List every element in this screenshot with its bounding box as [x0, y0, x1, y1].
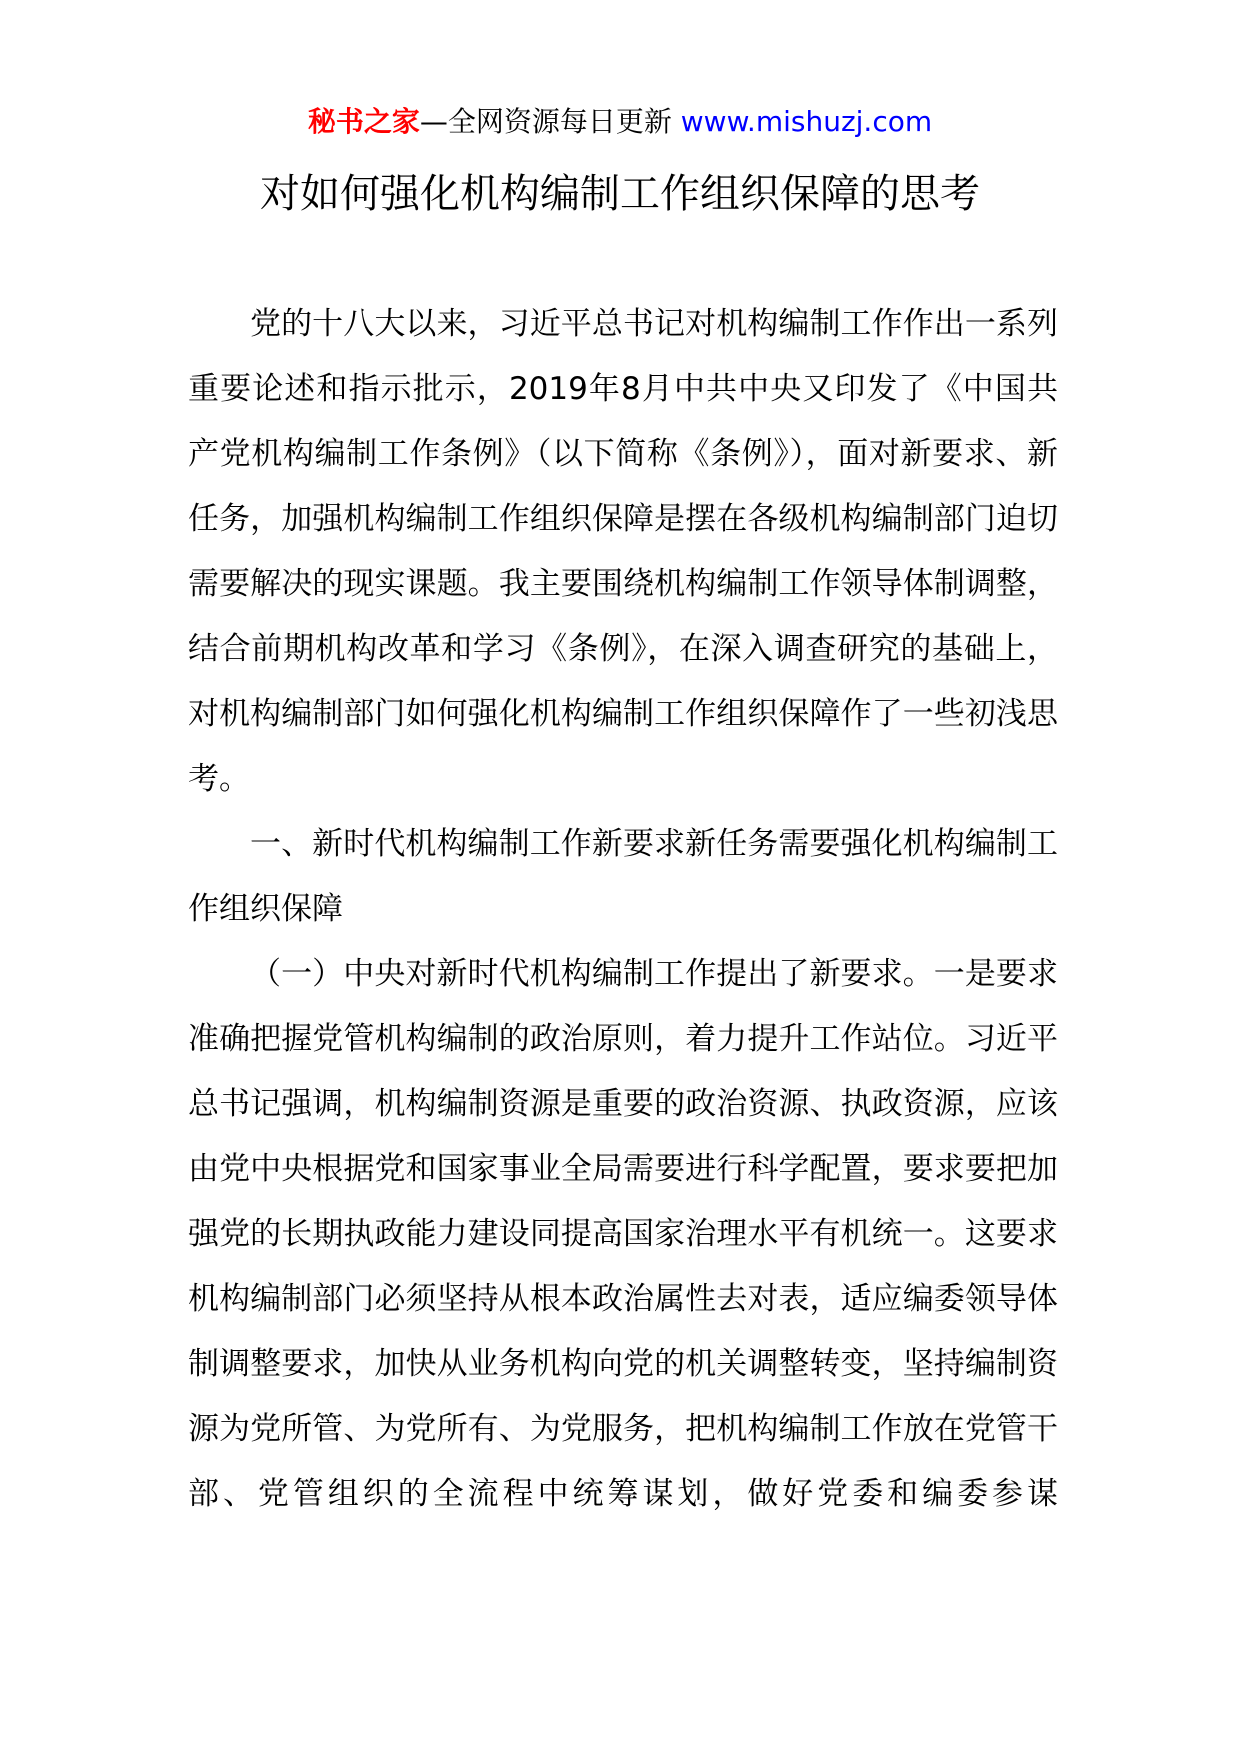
section-heading-1: 一、新时代机构编制工作新要求新任务需要强化机构编制工作组织保障 [188, 826, 1058, 927]
site-url-link[interactable]: www.mishuzj.com [680, 105, 933, 138]
site-header [0, 102, 1240, 142]
document-title: 对如何强化机构编制工作组织保障的思考 [260, 171, 980, 217]
document-body [188, 292, 1058, 1527]
paragraph-subsection-1: （一）中央对新时代机构编制工作提出了新要求。一是要求准确把握党管机构编制的政治原则，着力提升工作站位。习近平总书记强调，机构编制资源是重要的政治资源、执政资源，应该由党中央根据党和国家事业全局需要进行科学配置，要求要把加强党的长期执政能力建设同提高国家治理水平有机统一。这要求机构编制部门必须坚持从根本政治属性去对表，适应编委领导体制调整要求，加快从业务机构向党的机关调整转变，坚持编制资源为党所管、为党所有、为党服务，把机构编制工作放在党管干部、党管组织的全流程中统筹谋划，做好党委和编委参谋 [188, 956, 1058, 1512]
site-tagline: —全网资源每日更新 [419, 105, 681, 138]
paragraph-intro: 党的十八大以来，习近平总书记对机构编制工作作出一系列重要论述和指示批示，2019年8月中共中央又印发了《中国共产党机构编制工作条例》（以下简称《条例》），面对新要求、新任务，加强机构编制工作组织保障是摆在各级机构编制部门迫切需要解决的现实课题。我主要围绕机构编制工作领导体制调整，结合前期机构改革和学习《条例》，在深入调查研究的基础上，对机构编制部门如何强化机构编制工作组织保障作了一些初浅思考。 [188, 306, 1058, 797]
site-brand: 秘书之家 [307, 105, 420, 138]
